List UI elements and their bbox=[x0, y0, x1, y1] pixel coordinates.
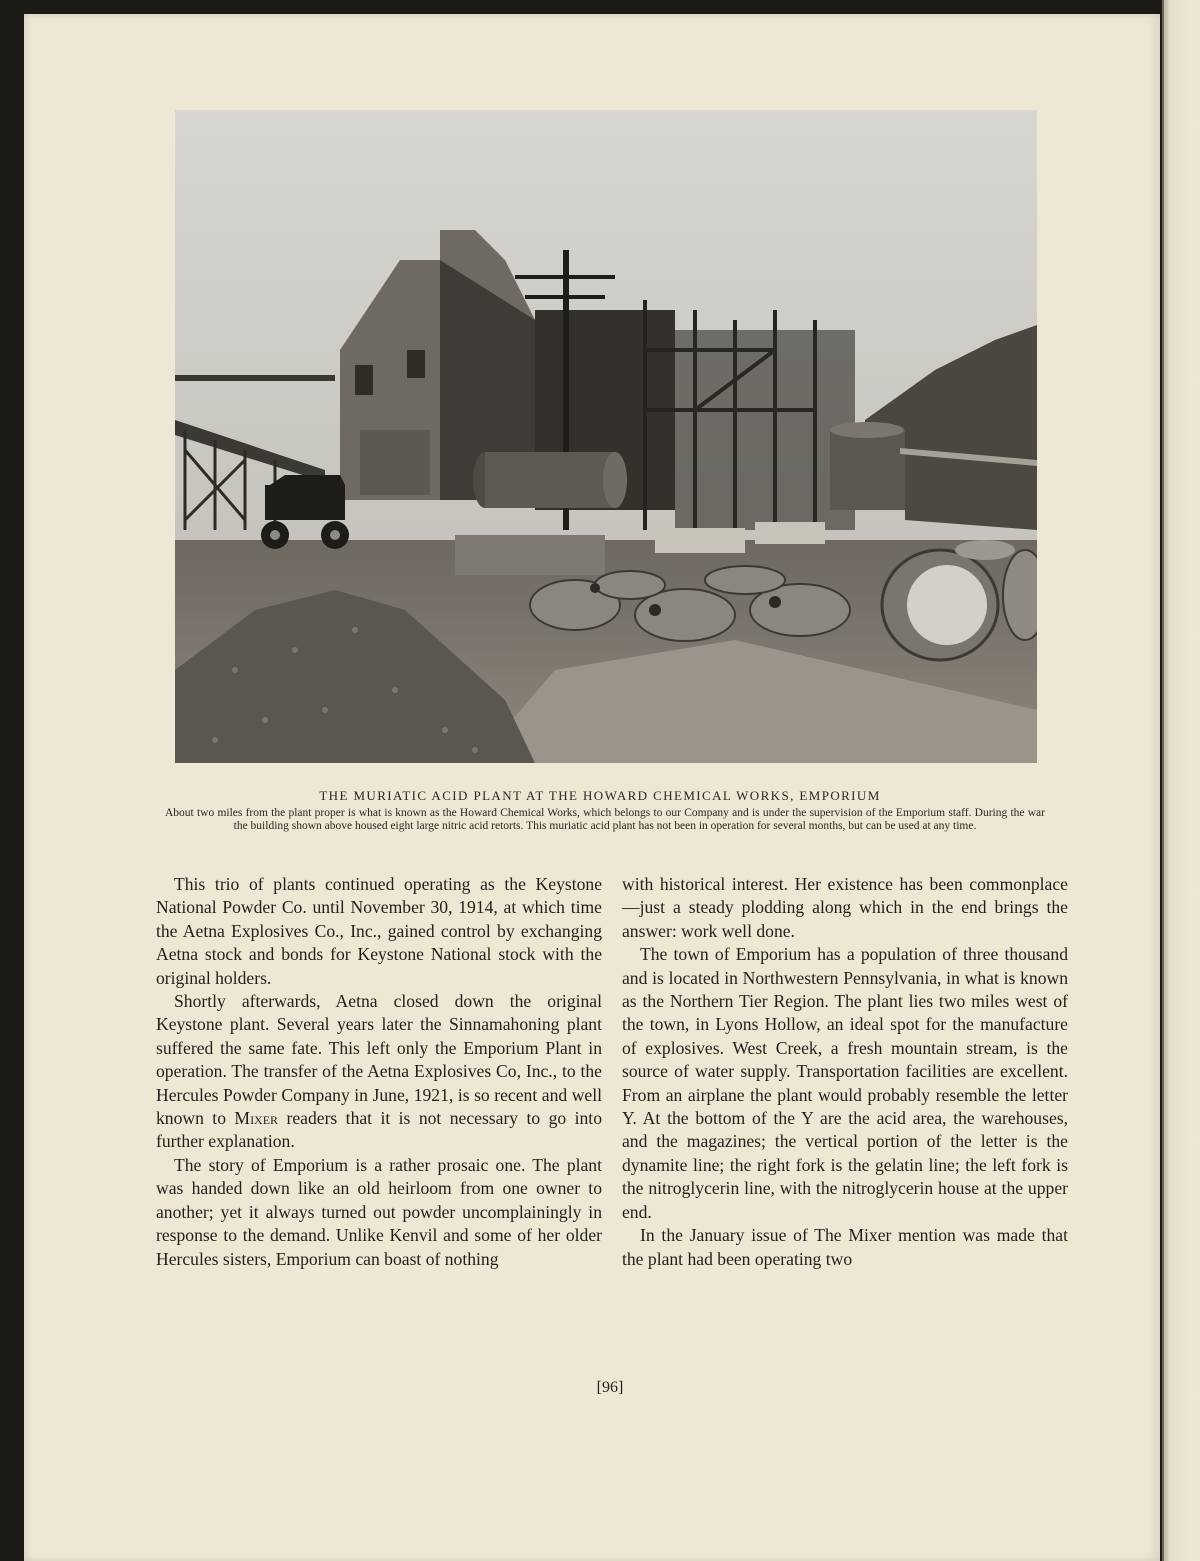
photo-caption-title: THE MURIATIC ACID PLANT AT THE HOWARD CHEMICAL WORKS, EMPORIUM bbox=[319, 788, 881, 803]
plant-photograph bbox=[175, 110, 1037, 763]
mixer-name: Mixer bbox=[234, 1108, 279, 1129]
paragraph bbox=[156, 990, 602, 1154]
next-page-edge bbox=[1162, 0, 1200, 1561]
page-number: [96] bbox=[596, 1379, 624, 1396]
paragraph: In the January issue of The Mixer mention was made that the plant had been operating two bbox=[622, 1225, 1068, 1269]
paragraph: This trio of plants continued operating as the Keystone National Powder Co. until November 30, 1914, at which time the Aetna Explosives Co., Inc., gained control by exchanging Aetna stock and bonds for Keystone National stock with the original holders. bbox=[156, 874, 602, 988]
paragraph: with historical interest. Her existence has been commonplace—just a steady plodding along which in the end brings the answer: work well done. bbox=[622, 874, 1068, 941]
paragraph-text: Shortly afterwards, Aetna closed down the original Keystone plant. Several years later the Sinnamahoning plant suffered the same fate. This left only the Emporium Plant in operation. The transfer of the Aetna Explosives Co, Inc., to the Hercules Powder Company in June, 1921, is so recent and well known to bbox=[156, 991, 602, 1129]
paragraph-text: readers that it is not necessary to go into further explanation. bbox=[156, 1108, 602, 1152]
photo-caption-text: About two miles from the plant proper is what is known as the Howard Chemical Works, which belongs to our Company and is under the supervision of the Emporium staff. During the war the building shown above housed eight large nitric acid retorts. This muriatic acid plant has not been in operation for several months, but can be used at any time. bbox=[165, 807, 1045, 832]
right-text-column bbox=[622, 873, 1068, 1271]
paragraph: The town of Emporium has a population of three thousand and is located in Northwestern Pennsylvania, in what is known as the Northern Tier Region. The plant lies two miles west of the town, in Lyons Hollow, an ideal spot for the manufacture of explosives. West Creek, a fresh mountain stream, is the source of water supply. Transportation facilities are excellent. From an airplane the plant would probably resemble the letter Y. At the bottom of the Y are the acid area, the warehouses, and the magazines; the vertical portion of the letter is the dynamite line; the right fork is the gelatin line; the left fork is the nitroglycerin line, with the nitroglycerin house at the upper end. bbox=[622, 944, 1068, 1222]
left-text-column bbox=[156, 873, 602, 1271]
paragraph: The story of Emporium is a rather prosaic one. The plant was handed down like an old heirloom from one owner to another; yet it always turned out powder uncomplainingly in response to the demand. Unlike Kenvil and some of her older Hercules sisters, Emporium can boast of nothing bbox=[156, 1154, 602, 1269]
